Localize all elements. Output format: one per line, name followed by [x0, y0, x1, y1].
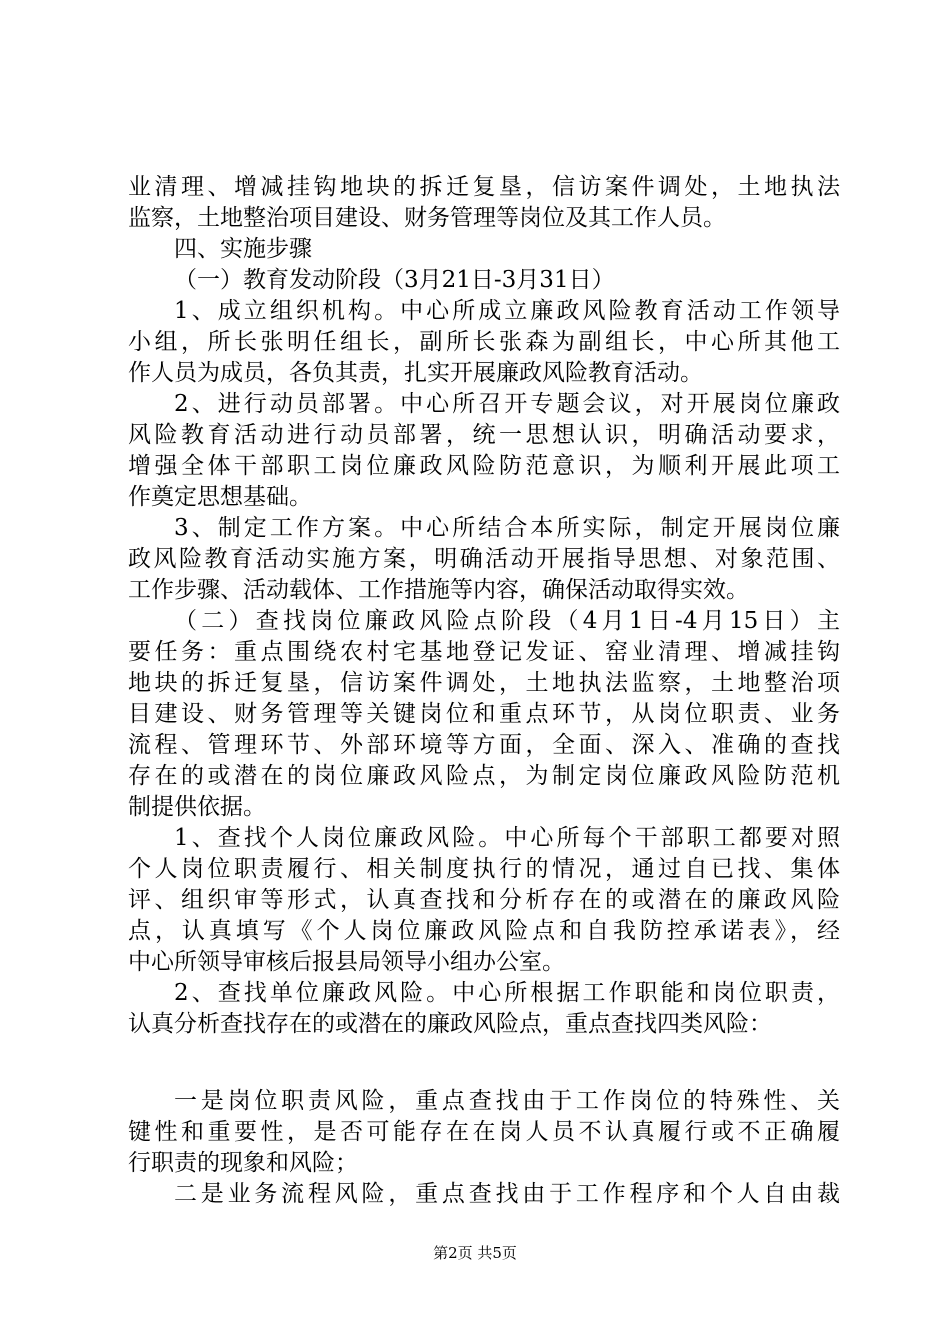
text-line: 存在的或潜在的岗位廉政风险点，为制定岗位廉政风险防范机 [128, 763, 840, 789]
text-line: 1、查找个人岗位廉政风险。中心所每个干部职工都要对照 [174, 825, 840, 851]
text-line: 风险教育活动进行动员部署，统一思想认识，明确活动要求， [128, 422, 840, 448]
text-line: 目建设、财务管理等关键岗位和重点环节，从岗位职责、业务 [128, 701, 840, 727]
paragraph-stage-2-item-2 [128, 978, 840, 1040]
text-line: 工作步骤、活动载体、工作措施等内容，确保活动取得实效。 [128, 577, 749, 603]
text-line: 流程、管理环节、外部环境等方面，全面、深入、准确的查找 [128, 732, 840, 758]
text-line: 点，认真填写《个人岗位廉政风险点和自我防控承诺表》，经 [128, 918, 840, 944]
text-line: 中心所领导审核后报县局领导小组办公室。 [128, 949, 565, 975]
text-line: （二）查找岗位廉政风险点阶段（4月1日-4月15日）主 [174, 608, 840, 634]
document-body [128, 172, 840, 1210]
text-line: 业清理、增减挂钩地块的拆迁复垦，信访案件调处，土地执法 [128, 174, 840, 200]
text-line: 监察，土地整治项目建设、财务管理等岗位及其工作人员。 [128, 205, 726, 231]
stage-heading-education: （一）教育发动阶段（3月21日-3月31日） [174, 267, 615, 293]
text-line: 作人员为成员，各负其责，扎实开展廉政风险教育活动。 [128, 360, 703, 386]
text-line: 政风险教育活动实施方案，明确活动开展指导思想、对象范围、 [128, 546, 840, 572]
text-line: 二是业务流程风险，重点查找由于工作程序和个人自由裁 [174, 1181, 840, 1207]
text-line: 一是岗位职责风险，重点查找由于工作岗位的特殊性、关 [174, 1088, 840, 1114]
paragraph-item-3 [128, 513, 840, 606]
text-line: 小组，所长张明任组长，副所长张森为副组长，中心所其他工 [128, 329, 840, 355]
paragraph-stage-2-item-1 [128, 823, 840, 978]
text-line: 地块的拆迁复垦，信访案件调处，土地执法监察，土地整治项 [128, 670, 840, 696]
paragraph-item-2 [128, 389, 840, 513]
text-line: 3、制定工作方案。中心所结合本所实际，制定开展岗位廉 [174, 515, 840, 541]
paragraph-risk-2 [128, 1179, 840, 1210]
page-footer [0, 1243, 950, 1263]
text-line: 认真分析查找存在的或潜在的廉政风险点，重点查找四类风险： [128, 1011, 772, 1037]
text-line: 制提供依据。 [128, 794, 266, 820]
paragraph-stage-2 [128, 606, 840, 823]
text-line: 增强全体干部职工岗位廉政风险防范意识，为顺利开展此项工 [128, 453, 840, 479]
text-line: 评、组织审等形式，认真查找和分析存在的或潜在的廉政风险 [128, 887, 840, 913]
text-line: 2、查找单位廉政风险。中心所根据工作职能和岗位职责， [174, 980, 840, 1006]
text-line: 2、进行动员部署。中心所召开专题会议，对开展岗位廉政 [174, 391, 840, 417]
text-line: 1、成立组织机构。中心所成立廉政风险教育活动工作领导 [174, 298, 840, 324]
paragraph-risk-1 [128, 1086, 840, 1179]
paragraph-scope-continued [128, 172, 840, 234]
blank-gap [128, 1040, 840, 1086]
section-heading-implementation-steps: 四、实施步骤 [174, 236, 312, 262]
text-line: 键性和重要性，是否可能存在在岗人员不认真履行或不正确履 [128, 1119, 840, 1145]
paragraph-item-1 [128, 296, 840, 389]
text-line: 要任务：重点围绕农村宅基地登记发证、窑业清理、增减挂钩 [128, 639, 840, 665]
text-line: 个人岗位职责履行、相关制度执行的情况，通过自已找、集体 [128, 856, 840, 882]
text-line: 作奠定思想基础。 [128, 484, 312, 510]
text-line: 行职责的现象和风险； [128, 1150, 358, 1176]
page-number: 第2页 共5页 [433, 1244, 517, 1262]
